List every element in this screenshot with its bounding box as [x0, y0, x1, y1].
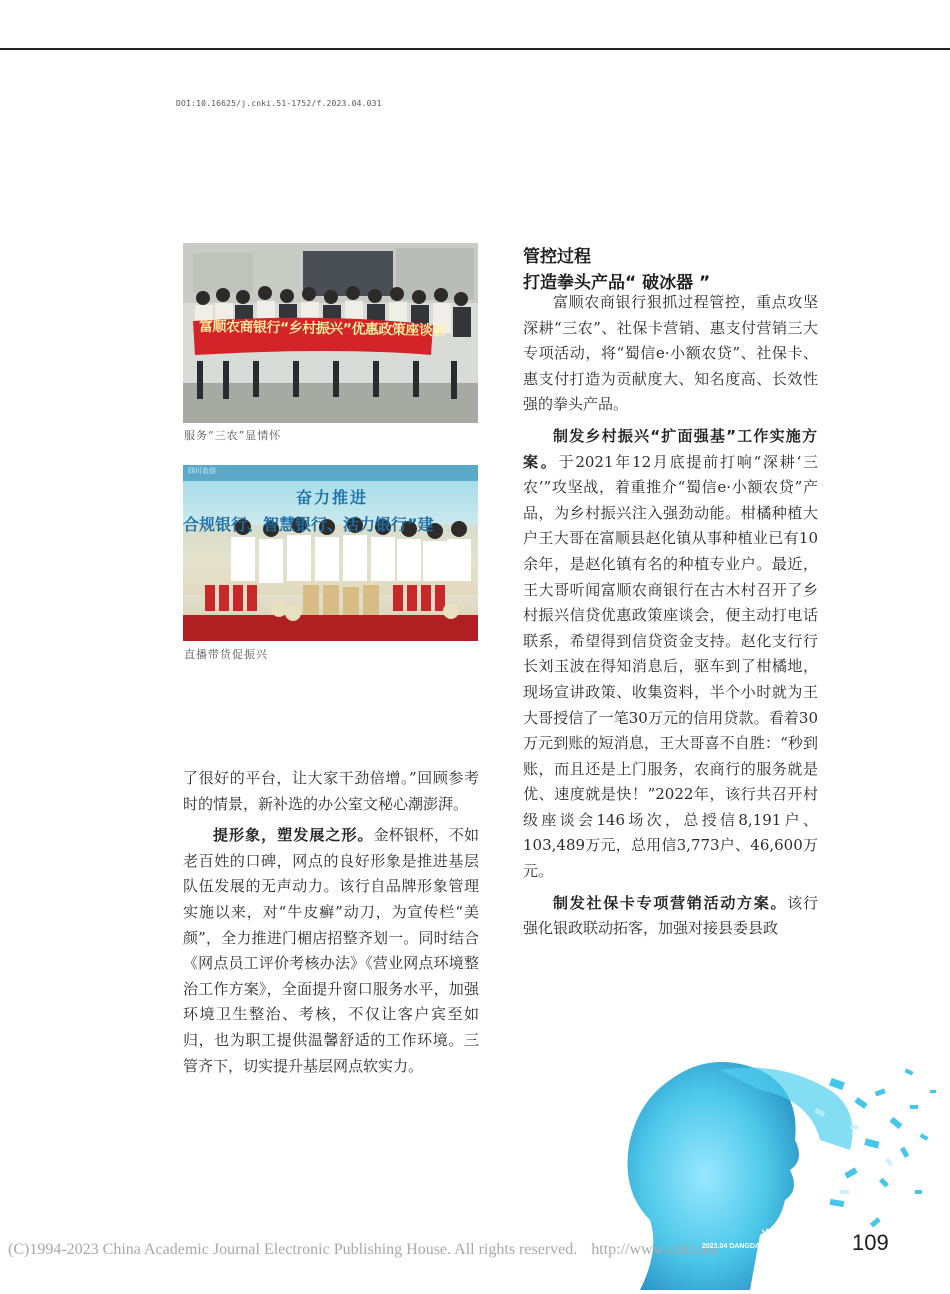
right-column	[523, 290, 818, 948]
left-paragraph-2	[183, 823, 479, 1079]
journal-issue: 2023.04 DANGDAI XIANYU JINGJI	[702, 1243, 815, 1250]
cnki-link[interactable]: http://www.cnki.net	[591, 1241, 719, 1258]
page-number: 109	[852, 1230, 889, 1255]
banner-text: 富顺农商银行“乡村振兴”优惠政策座谈会	[198, 318, 447, 340]
photo2-slogan: 合规银行、智慧银行、活力银行”建	[183, 515, 434, 534]
left-column	[183, 766, 479, 1085]
right-paragraph-1: 富顺农商银行狠抓过程管控，重点攻坚深耕“三农”、社保卡营销、惠支付营销三大专项活动，将“蜀信e·小额农贷”、社保卡、惠支付打造为贡献度大、知名度高、长效性强的拳头产品。	[523, 293, 818, 414]
section-heading-line2: 打造拳头产品“ 破冰器 ”	[523, 273, 711, 293]
section-heading-line1: 管控过程	[523, 247, 591, 267]
left-paragraph-2-lead: 提形象，塑发展之形。	[213, 826, 374, 845]
copyright-footer	[8, 1241, 718, 1259]
photo1-caption: 服务“三农”显情怀	[184, 429, 282, 442]
right-paragraph-3-lead: 制发社保卡专项营销活动方案。	[553, 893, 788, 912]
right-paragraph-3	[523, 891, 818, 942]
photo2-logo: 四川农信	[188, 467, 216, 475]
doi-text: DOI:10.16625/j.cnki.51-1752/f.2023.04.031	[176, 99, 382, 108]
photo2-caption: 直播带货促振兴	[184, 648, 268, 661]
header-rule	[0, 48, 950, 50]
copyright-text: (C)1994-2023 China Academic Journal Electronic Publishing House. All rights reserved.	[8, 1241, 578, 1258]
photo2-title: 奋力推进	[296, 488, 369, 507]
left-paragraph-1: 了很好的平台，让大家干劲倍增。”回顾参考时的情景，新补选的办公室文秘心潮澎湃。	[183, 769, 479, 813]
journal-name: 当代县域经济	[760, 1229, 850, 1245]
right-paragraph-2-body: 于2021年12月底提前打响“深耕‘三农’”攻坚战，着重推介“蜀信e·小额农贷”产品，为乡村振兴注入强劲动能。柑橘种植大户王大哥在富顺县赵化镇从事种植业已有10余年，是赵化镇有名的种植专业户。最近，王大哥听闻富顺农商银行在古木村召开了乡村振兴信贷优惠政策座谈会，便主动打电话联系，希望得到信贷资金支持。赵化支行行长刘玉波在得知消息后，驱车到了柑橘地，现场宣讲政策、收集资料，半个小时就为王大哥授信了一笔30万元的信用贷款。看着30万元到账的短消息，王大哥喜不自胜：“秒到账，而且还是上门服务，农商行的服务就是优、速度就是快！”2022年，该行共召开村级座谈会146场次，总授信8,191户、103,489万元，总用信3,773户、46,600万元。	[523, 452, 818, 881]
right-paragraph-2-lead: 制发乡村振兴“扩面强基”工作实施方案。	[523, 426, 818, 471]
right-paragraph-2	[523, 424, 818, 885]
left-paragraph-2-body: 金杯银杯，不如老百姓的口碑，网点的良好形象是推进基层队伍发展的无声动力。该行自品牌形象管理实施以来，对“牛皮癣”动刀，为宣传栏“美颜”，全力推进门楣店招整齐划一。同时结合《网点员工评价考核办法》《营业网点环境整治工作方案》，全面提升窗口服务水平，加强环境卫生整治、考核，不仅让客户宾至如归，也为职工提供温馨舒适的工作环境。三管齐下，切实提升基层网点软实力。	[183, 826, 479, 1075]
right-paragraph-3-body: 该行强化银政联动拓客，加强对接县委县政	[523, 893, 818, 938]
